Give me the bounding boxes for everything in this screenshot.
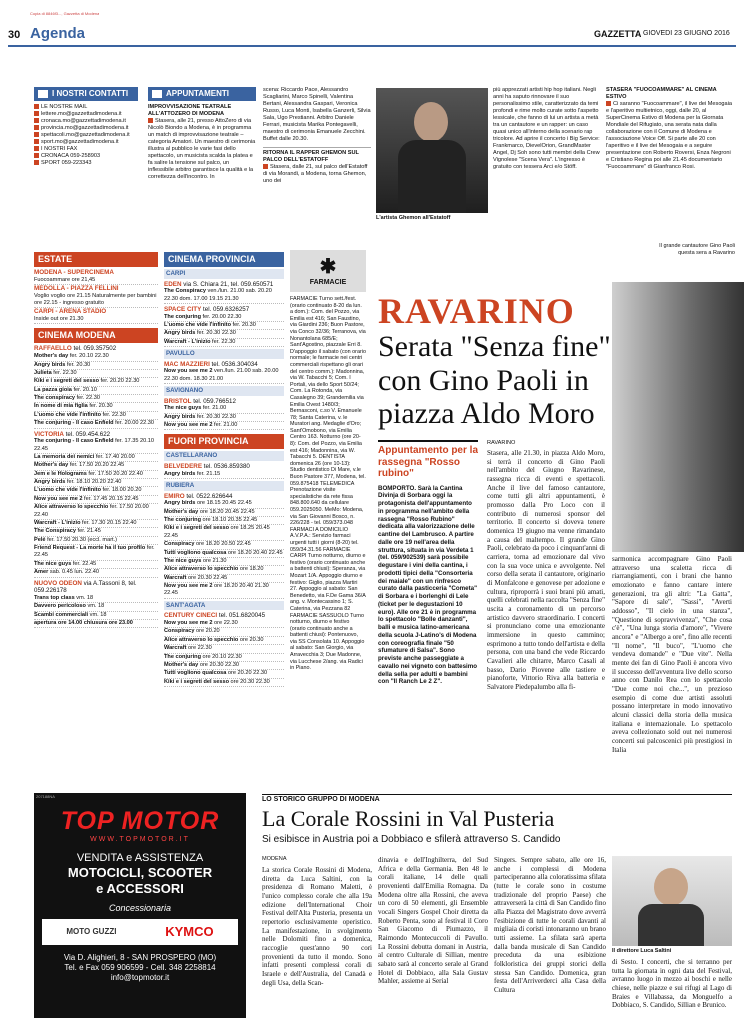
film-row [34,403,158,411]
film-title: L'uomo che vide l'infinito [34,411,101,418]
film-times: fer. 20.20 22.30 [98,378,140,385]
estate-film: Fuocoammare ore 21,45 [34,277,158,285]
film-times: ven./lun. 21.00 sab. 20.00 22.30 dom. 18.30 21.00 [164,368,279,382]
cinema-modena-list [34,345,158,628]
film-row [164,322,284,330]
film-row [34,471,158,479]
ravarino-big-title: RAVARINO [378,291,575,331]
contatti-list [34,104,138,167]
film-row [164,583,284,599]
bullet-icon [34,153,39,158]
film-row [164,645,284,653]
film-row [34,603,158,611]
film-row [34,362,158,370]
film-title: Mother's day [34,462,69,469]
rosso-rubino-headline: Appuntamento per la rassegna "Rosso rubino" [378,440,478,480]
mail-icon [38,90,48,98]
cinema-name: VICTORIA [34,430,64,438]
film-title: Mother's day [34,353,69,360]
film-times: fer. 17.50 20.00 22.40 [34,504,149,518]
film-row [34,569,158,577]
ghemon-photo [376,88,488,213]
film-times: ore 22.30 [212,620,238,627]
film-times: fer. 20.00 22.30 [200,313,242,320]
film-times: ore 20.30 22.45 [186,574,228,581]
film-times: fer. 22.45 [71,560,97,567]
film-times: fer. 22.30 [51,369,77,376]
bullet-icon [34,132,39,137]
rossini-headline: La Corale Rossini in Val Pusteria [262,806,555,831]
bullet-icon [34,125,39,130]
tiny-copy-line: Copia di 8846f3..., Gazzetta di Modena [30,12,100,16]
estate-venue: MODENA - SUPERCINEMA [34,268,114,276]
film-title: apertura ore 14.00 chiusura ore 23.00 [34,619,133,626]
film-title: Mother's day [164,661,199,668]
film-times: fer. 22.30 [210,338,236,345]
estate-venue: MEDOLLA - PIAZZA FELLINI [34,285,119,293]
cinema-name: RAFFAELLO [34,345,72,353]
cinema-heading: NUOVO ODEON via A.Tassoni 8, tel. 059.226178 [34,579,137,595]
film-row [164,314,284,322]
film-row [34,387,158,395]
film-title: Kiki e i segreti del sesso [164,525,229,532]
ad-address: Via D. Alighieri, 8 - SAN PROSPERO (MO) [63,953,217,962]
film-times: fer. 18.00 20.20 [101,487,142,494]
rossini-kicker: LO STORICO GRUPPO DI MODENA [262,794,732,804]
ad-line1: VENDITA e ASSISTENZA [76,851,204,864]
cinema-name: EMIRO [164,492,185,500]
a1-body-cont: scena: Riccardo Pace, Alessandro Scagliarini, Marco Spinelli, Valentina Bertani, Alessandra Gaspari, Veronica Russo, Luca Monti, Isabella Ganzerli, Silvia Sala, Ugo Prestianni. Arbitro Daniele Ferrari, musicista Marika Pontegavelli, maestro di cerimonia Emanuele Zecchini. Buffet dalle 20.30. [263,87,371,142]
film-times: sab. 0.45 lun. 22.40 [48,569,100,576]
film-title: L'uomo che vide l'infinito [164,322,231,328]
contatti-box [34,87,138,247]
film-times: ore 18.20 20.40 22.45 [226,549,283,556]
film-row [34,620,158,628]
film-row [164,288,284,304]
film-times: ore 18.15 20.45 22.45 [195,500,252,507]
cinema-name: EDEN [164,280,182,288]
bullet-icon [34,111,39,116]
rossini-col4: di Sesto. I concerti, che si terranno per tutta la giornata in ogni data del Festival, avranno luogo in mezzo ai boschi e nelle chiese, nelle piazze e sui rifugi al Lago di Braies e Villabassa, da Monguelfo a Dobbiaco, S. Candido, Sillian e Brunico. [612,958,732,1010]
film-row [34,479,158,487]
contatti-line: cronaca.mo@gazzettadimodena.it [34,118,138,125]
luca-saltini-photo [612,856,732,946]
saltini-caption: Il direttore Luca Saltini [612,948,672,954]
film-row [34,561,158,569]
film-row [34,612,158,620]
film-row [34,595,158,603]
film-title: Now you see me 2 [164,422,213,429]
cinema-name: CENTURY CINECI [164,612,218,620]
film-title: Mother's day [164,508,199,515]
film-times: fer. 20.30 [231,322,256,328]
film-times: vm. 18 [74,594,94,601]
film-times: ore 18.25 20.45 22.45 [164,525,270,539]
bullet-icon [34,146,39,151]
newspaper-name: GAZZETTA [594,29,642,39]
ad-conc: Concessionaria [108,903,172,914]
film-times: fer. 20.00 22.30 [113,420,155,427]
contatti-header: I NOSTRI CONTATTI [34,87,138,101]
film-title: The conjuring [164,313,201,320]
film-title: The Conspiracy [34,528,76,535]
town-name: SANT'AGATA [164,601,284,611]
film-times: ore 18.20 20.40 21.30 22.45 [164,583,269,597]
fuori-provincia-header: FUORI PROVINCIA [164,434,284,449]
a3-article [606,87,732,252]
film-times: ore 18.20 20.50 22.45 [194,541,251,548]
film-title: Davvero pericoloso [34,603,86,610]
issue-date: GIOVEDÌ 23 GIUGNO 2016 [643,30,730,37]
film-row [34,520,158,528]
film-row [164,637,284,645]
film-title: Scambi commerciali [34,611,89,618]
film-times: fer. 22.30 [101,411,126,418]
farmacie-col [290,250,366,790]
film-row [164,330,284,338]
film-row [164,575,284,583]
film-times: fer. 20.10 [71,386,97,393]
bullet-icon [34,118,39,123]
film-title: Jem e le Holograms [34,470,87,477]
film-title: Alice attraverso lo specchio [34,504,109,511]
film-row [164,509,284,517]
film-times: ore 20.20 [194,628,220,635]
page-number: 30 [8,29,21,41]
film-times: fer. 21.15 [195,470,221,477]
film-title: Kiki e i segreti del sesso [164,678,229,685]
film-row [164,550,284,558]
film-title: Now you see me 2 [34,495,83,502]
film-title: Julieta [34,369,52,376]
rossini-col1: La storica Corale Rossini di Modena, diretta da Luca Saltini, con la presidenza di Romano Maletti, è l'unico complesso corale che alla 19a edizione dell'International Choir Festival dell'Alta Pusteria, presenta un repertorio esclusivamente operistico. La manifestazione, in svolgimento nelle Dolomiti fino a domenica, raccoglie quest'anno 90 cori provenienti da tutto il mondo. Sono infatti presenti complessi corali di Israele e dell'Australia, del Canadà e degli Usa, della Scan- [262,866,372,987]
film-title: Now you see me 2 [164,368,213,375]
section-title: Agenda [30,25,86,42]
contatti-line: sport.mo@gazzettadimodena.it [34,139,138,146]
film-row [34,487,158,495]
estate-header: ESTATE [34,252,158,267]
cinema-modena-header: CINEMA MODENA [34,328,158,343]
film-row [34,537,158,545]
film-title: The conjuring - Il caso Enfield [34,420,114,427]
appuntamenti-col1 [148,87,256,252]
cinema-heading: CENTURY CINECI tel. 051.6820045 [164,612,266,620]
film-row [34,528,158,536]
film-row [34,438,158,454]
film-row [164,471,284,479]
ghemon-caption: L'artista Ghemon all'Estatoff [376,215,451,221]
a3-headline: STASERA "FUOCOAMMARE" AL CINEMA ESTIVO [606,87,717,100]
film-row [34,412,158,420]
cinema-provincia-list [164,269,284,431]
film-times: fer. 21.00 [212,422,238,429]
ad-mail: info@topmotor.it [110,972,170,982]
film-times: ore 22.30 [186,645,212,652]
film-row [34,545,158,561]
film-title: Angry birds [164,330,196,337]
film-row [164,405,284,413]
a2-headline: RITORNA IL RAPPER GHEMON SUL PALCO DELL'ESTATOFF [263,147,371,164]
cinema-name: SPACE CITY [164,305,202,313]
rosso-rubino-lead: BOMPORTO. Sarà la Cantina Divinja di Sorbara oggi la protagonista dell'appuntamento in programma nell'ambito della rassegna "Rosso Rubino" dedicata alla valorizzazione delle cantine del Lambrusco. A partire dalle ore 19 nell'area della struttura, situata in via Verdeta 1 (tel. 059/902539) sarà possibile degustare i vini della cantina, i prodotti tipici della "Consorteria dei maiale" con un rinfresco curato dalla pasticceria "Cometa" di Sorbara e i borlenghi di Lele (ticket per le degustazioni 10 euro). Alle ore 21 è in programma lo spettacolo "Bolle danzanti", balli e musica latino-americana della scuola J-Latino's di Modena con coreografia finale "50 sfumature di Salsa". Sono previste anche passeggiate a cavallo nei vigneto con battesimo della sella per adulti e bambini con "Il Ranch Le 2 Z". [378,484,478,686]
film-times: fer. 17.30 20.15 22.40 [80,519,137,526]
appuntamenti-header: APPUNTAMENTI [148,87,256,101]
film-times: fer. 17.40 20.00 [94,453,135,460]
film-title: La memoria dei nemici [34,453,95,460]
film-row [164,339,284,347]
film-row [164,662,284,670]
ad-line3: e ACCESSORI [96,881,184,897]
film-times: vm. 18 [85,603,105,610]
film-title: Angry birds [164,413,196,420]
film-title: Warcraft - L'inizio [34,519,81,526]
film-times: fer. 22.30 [75,395,100,401]
film-row [164,414,284,422]
town-name: SAVIGNANO [164,386,284,396]
cinema-name: BRISTOL [164,397,192,405]
contatti-line: spettacoli.mo@gazzettadimodena.it [34,132,138,139]
cinema-name: NUOVO ODEON [34,579,82,587]
rossini-tag: MODENA [262,856,287,862]
a2-body: Stasera, dalle 21, sul palco dell'Estatoff di via Morandi, a Modena, torna Ghemon, uno dei [263,163,368,184]
col-estate-modena [34,250,158,790]
farmacie-badge: ✱ FARMACIE [290,250,366,292]
estate-film: Voglio voglio ore 21.15 Naturalmente per bambini ore 22.15 - ingresso gratuito [34,293,158,309]
film-row [164,628,284,636]
film-times: ore 20.30 22.30 [198,661,240,668]
film-row [164,620,284,628]
ravarino-tag: RAVARINO [487,440,516,446]
film-times: ven./lun. 21.00 sab. 20.20 22.30 dom. 17.00 19.15 21.30 [164,288,272,302]
film-row [34,420,158,428]
film-row [34,378,158,386]
cinema-provincia-header: CINEMA PROVINCIA [164,252,284,267]
film-title: The Conspiracy [164,288,206,295]
film-title: The conjuring [164,653,201,660]
cinema-heading: SPACE CITY tel. 059.6326257 [164,305,250,313]
a1-body: Stasera, alle 21, presso AttoZero di via Nicolò Biondo a Modena, è in programma un match di improvvisazione teatrale – categoria Amatori. Un maestro di cerimonia illustra al pubblico le varie fasi dello spettacolo, un musicista scalda la platea e fa salire la tensione sul palco, un inflessibile arbitro garantisce la qualità e la correttezza dell'incontro. In [148,117,256,180]
film-times: fer. 17.50 20.20 22.40 [86,470,143,477]
film-title: Warcraft [164,574,187,581]
film-row [34,462,158,470]
film-row [164,525,284,541]
film-title: Warcraft - L'inizio [164,338,211,345]
film-times: fer. 22.45 [34,545,155,559]
film-title: Now you see me 2 [164,620,213,627]
farmacie-text: FARMACIE Turno sett./fest. (orario continuato 8-20 da lun. a dom.): Com. del Pozzo, via Emilia est 416; San Faustino, via Giardini 236; Buon Pastore, via Conco 32/36; Terranova, via Nonantolana 685/E; Sant'Agostino, piazzale Erri 8. D'appoggio il sabato (con orario normale; le farmacie nei centri commerciali rispettano gli orari del centro comm.): Madonnina, via W. Tabacchi 5; Com. I Portali, via dello Sport 50/24; Com. La Rotonda, via Casalegno 39; Grandemilia via Emilia Ovest 1480/3; Bernasconi, c.so V. Emanuele 78; Santa Caterina, v. le Muratori ang. Medaglie d'Oro; Sant'Omobono, via Emilia Centro 163. Notturno (ore 20-8): Com. del Pozzo, via Emilia est 416; Madonnina, via W. Tabacchi 5. DENTISTA domenica 26 (ore 10-13): Studio dentistico Di Mare, v.le Buon Pastore 377, Modena, tel. 059.875418 TELEMEDICA Prenotazione visite specialistiche da rete fissa 848.800.640 da cellulare 059.2025050. MeMo: Modena, via San Giovanni Bosco, n. 226/228 - tel. 059/373.048 FARMACI A DOMICILIO A.V.P.A.: Servizio farmaci urgenti tutti i giorni (8-20) tel. 059/34.31.56 FARMACIE CARPI Turno notturno, diurno e festivo (orario continuato anche a battenti chiusi): Speranza, via Mozart 1/A. Appoggio diurno e festivo: Giglio, piazza Martiri 27. Appoggio al sabato: San Benedetto, via F.De Gama 36/A ang. v. Montecassino 1; S. Caterina, via Pezzana 82 FARMACIE SASSUOLO Turno notturno, diurno e festivo (orario continuato anche a battenti chiusi): Pontenuovo, via SS Consolata 10. Appoggio al sabato: San Giorgio, via Arravecchia 3; Due Madonne, via Lucchese 2/ang. via Radici in Piano. [290,296,366,672]
film-times: ore 18.20 [238,566,264,573]
film-title: In nome di mia figlia [34,403,88,410]
film-times: fer. 21.45 [75,528,101,535]
film-title: Alice attraverso lo specchio [164,636,239,643]
film-title: Now you see me 2 [164,583,213,590]
film-times: fer. 20.30 22.30 [195,330,236,337]
contatti-line: SPORT 059-223343 [34,160,138,167]
bullet-icon [34,139,39,144]
contatti-line: lettere.mo@gazzettadimodena.it [34,111,138,118]
header-rule [8,45,736,47]
film-title: The nice guys [164,405,202,412]
cinema-name: MAC MAZZIERI [164,360,210,368]
topmotor-url: WWW.TOPMOTOR.IT [90,836,190,844]
film-title: Pelé [34,536,46,543]
cinema-heading: EMIRO tel. 0522.626644 [164,492,233,500]
film-title: Alice attraverso lo specchio [164,566,239,573]
rossini-col3: Singers. Sempre sabato, alle ore 16, anche i complessi di Modena parteciperanno alla coloratissima sfilata (tutte le corale sono in costume tradizionale del proprio Paese) che attraverserà la città di San Candido fino alla Piazza del Magistrato dove avverrà l'esibizione di tutte le corali davanti al migliaia di coristi intonaranno un brano tutti assieme. La sfilata sarà aperta dalla banda musicale di San Candido preceduta da una esibizione folkloristica dei gruppi storici della stessa San Candido. Domenica, gran festa dell'Arriverderci alla Casa della Cultura [494,856,606,995]
cinema-heading: BELVEDERE tel. 0536.859380 [164,463,250,470]
film-title: Conspiracy [164,541,195,548]
film-times: ore 20.30 22.30 [228,678,270,685]
film-title: L'uomo che vide l'infinito [34,487,101,494]
film-times: ore 18.20 20.45 22.45 [198,508,255,515]
film-row [34,370,158,378]
pharmacy-cross-icon: ✱ [319,255,337,278]
film-row [34,395,158,403]
film-row [164,541,284,549]
film-times: fer. 18.10 20.20 22.40 [65,479,122,486]
film-times: ore 21.30 [201,557,227,564]
cinema-heading: VICTORIA tel. 059.454.622 [34,430,111,438]
town-name: CARPI [164,269,284,279]
film-row [34,504,158,520]
film-row [164,566,284,574]
film-title: Angry birds [34,479,66,486]
ravarino-col2: sarmonica accompagnare Gino Paoli attraverso una scaletta ricca di riarrangiamenti, con i brani che hanno emozionato e fanno cantare intere generazioni, tra gli altri: "La Gatta", "Sapore di sale", "Sassi", "Averti addosso", "Il cielo in una stanza", "Questione di sopravvivenza", "Che cosa c'è", "Una lunga storia d'amore", "Vivere ancora" e "Albergo a ore", fino alle recenti "Il nome", "Il buco", "L'uomo che vendeva domande" e "Due vite". Nella mente dei fan di Gino Paoli è ancora vivo il successo dell'avventura live dello scorso anno con Danilo Rea con lo spettacolo "Due come noi che...", un prezioso esempio di come due artisti assoluti possano interpretare in modo innovativo alcuni classici della storia della musica italiana e internazionale. Lo spettacolo aveva collezionato sold out nei numerosi concerti sui palcoscenici più prestigiosi in Italia [612,555,732,754]
film-row [164,500,284,508]
film-title: Friend Request - La morte ha il tuo profilo [34,545,146,552]
film-title: Angry birds [164,500,196,507]
col-provincia [164,250,284,790]
film-times: vm. 18 [88,611,107,618]
film-title: Conspiracy [164,628,195,635]
moto-guzzi-logo: MOTO GUZZI [66,927,117,937]
topmotor-ad: 207188NA TOP MOTOR WWW.TOPMOTOR.IT VENDITA e ASSISTENZA MOTOCICLI, SCOOTER e ACCESSORI Concessionaria MOTO GUZZI KYMCO Via D. Alighieri, 8 - SAN PROSPERO (MO) Tel. e Fax 059 906599 - Cell. 348 2258814 info@topmotor.it [34,793,246,1018]
film-row [164,558,284,566]
film-row [34,454,158,462]
rossini-col2: dinavia e dell'Inghilterra, del Sud Africa e della Germania. Ben 48 le corali italiane, 14 delle quali provenienti dall'Emilia Romagna. Da Modena oltre alla Rossini, che aveva un coro di 50 elementi, gli Ensemble vocali Singers Gospel Choir diretta da Roberto Penta, sono al festival il Coro San Giacomo di Piumazzo, il Raimondo Montecuccoli di Pavullo. La Rossini debutta domani in Austria, al centro Culturale di Sillian, mentre sabato sarà al concerto serale al Grand Hotel di Dobbiaco, alla Sala Gustav Mahler, assieme ai Serial [378,856,488,986]
film-times: ore 20.30 [238,636,264,643]
film-title: Tutti vogliono qualcosa [164,670,227,677]
film-title: The nice guys [34,560,72,567]
a1-headline: IMPROVVISAZIONE TEATRALE ALL'ATTOZERO DI MODENA [148,103,232,117]
film-times: fer. 17.50 20.30 (eccl. mart.) [45,536,118,543]
film-title: The conjuring [164,517,201,524]
appuntamenti-col2 [263,87,371,252]
film-row [164,679,284,687]
film-times: fer. 17.45 20.15 22.45 [82,495,139,502]
a2-body-cont: più apprezzati artisti hip hop italiani. Negli anni ha saputo rinnovare il suo personalissimo stile, caratterizzato da temi profondi e rime molto curate sotto l'aspetto lessicale, che fanno di lui un artista a metà tra un cantautore e un rapper: un caso quasi unico all'interno della scenario rap tricolore. Ad aprire il concerto i Big Service: Frankmarco, DievelOrion, GrandMaster Angel, Dj Soh sono tutti membri della Crew Vignolese "Scena Vera". L'ingresso è gratuito con tessera Arci e/o Stöff. [493,87,600,170]
film-times: fer. 20.10 22.30 [68,353,109,360]
town-name: RUBIERA [164,481,284,491]
ad-tel: Tel. e Fax 059 906599 - Cell. 348 2258814 [64,962,216,972]
film-row [164,654,284,662]
cinema-name: BELVEDERE [164,463,203,470]
film-row [34,353,158,361]
film-title: The nice guys [164,557,202,564]
contatti-line: provincia.mo@gazzettadimodena.it [34,125,138,132]
contatti-line: LE NOSTRE MAIL [34,104,138,111]
paoli-caption: Il grande cantautore Gino Paoli questa sera a Ravarino [659,243,735,256]
ad-line2: MOTOCICLI, SCOOTER [67,865,213,881]
film-title: La pazza gioia [34,386,72,393]
estate-venue: CARPI - ARENA STADIO [34,308,107,316]
kymco-logo: KYMCO [165,924,214,940]
cinema-heading: BRISTOL tel. 059.766512 [164,397,236,405]
ravarino-headline: Serata "Senza fine" con Gino Paoli in piazza Aldo Moro [378,330,611,431]
rossini-subhead: Si esibisce in Austria poi a Dobbiaco e sfilerà attraverso S. Candido [262,834,561,845]
film-times: fer. 17.35 20.10 22.45 [34,438,155,452]
film-title: Trans top class [34,594,75,601]
gino-paoli-photo [612,282,744,552]
contatti-line: CRONACA 059-258903 [34,153,138,160]
topmotor-logo: TOP MOTOR [60,806,220,835]
film-title: Angry birds [164,470,196,477]
film-times: fer. 20.30 [65,361,91,368]
film-title: The conspiracy [34,395,76,401]
film-times: fer. 21.00 [201,405,227,412]
ravarino-kicker-title [378,290,638,334]
film-title: The conjuring - Il caso Enfield [34,438,114,445]
film-times: fer. 20.30 22.30 [195,413,236,420]
film-row [164,368,284,384]
fuori-provincia-list [164,451,284,687]
film-times: ore 18.10 20.35 22.45 [200,517,258,524]
film-row [164,422,284,430]
bullet-icon [34,104,39,109]
film-title: Kiki e i segreti del sesso [34,378,99,385]
film-row [34,496,158,504]
film-title: Tutti vogliono qualcosa [164,549,227,556]
film-times: ore 20.20 22.30 [226,670,268,677]
a3-body: Ci saranno "Fuocoammare", il live dei Mesogaia e l'aperitivo multietnico, oggi, dalle 20, al SuperCinema Estivo di Modena per la Giornata Mondiale del Rifugiato, una serata nata dalla collaborazione con il Comune di Modena e l'associazione Voice Off. Si parte alle 20 con l'aperitivo e il live dei Mesogaia e a seguire presentazione con Roberto Roversi, Enza Negroni e Cristiano Regina poi alle 21.45 documentario "Fuocoammare" di Gianfranco Rosi. [606,100,732,170]
film-row [164,670,284,678]
film-times: fer. 20.30 [87,403,113,410]
contatti-line: I NOSTRI FAX [34,146,138,153]
calendar-icon [152,90,162,98]
film-times: fer. 17.50 20.20 22.45 [68,462,125,469]
estate-film: Inside out ore 21.30 [34,316,158,324]
cinema-heading: EDEN via S. Chiara 21, tel. 059.650571 [164,280,274,288]
bullet-icon [34,160,39,165]
town-name: CASTELLARANO [164,451,284,461]
film-times: ore 20.10 22.30 [200,653,242,660]
film-title: Warcraft [164,645,187,652]
town-name: PAVULLO [164,349,284,359]
rosso-rubino-box [378,440,478,780]
film-title: Amer [34,569,49,576]
film-title: Angry birds [34,361,66,368]
cinema-heading: RAFFAELLO tel. 059.357502 [34,345,117,353]
film-row [164,517,284,525]
cinema-heading: MAC MAZZIERI tel. 0536.304034 [164,360,258,368]
ravarino-col1: Stasera, alle 21.30, in piazza Aldo Moro, si terrà il concerto di Gino Paoli nell'ambito del Giugno Ravarinese, rassegna ricca di eventi e spettacoli. Anche il live del famoso cantautore, come tutti gli altri appuntamenti, è promosso dalla Pro Loco con il contributo di numerosi sponsor del territorio. Il concerto si doveva tenere domenica 19 giugno ma venne rimandato a causa del maltempo. Il grande Gino Paoli, celebrato da poco i cinquant'anni di carriera, torna ad emozionare dal vivo con la sua voce unica e avvolgente. Nel corso della serata il cantautore, originario di Monfalcone e genovese per adozione e cultura, riproporrà i suoi brani più amati, quelli celebrati nella raccolta "Senza fine" uscita a coronamento di un percorso artistico davvero straordinario. I concerti si pronunciano come una emozionante immersione in questo cammino; esprimono a tutto tondo dell'artista e della persona, con una band che vede Riccardo Cavalieri alle chitarre, Marco Casali al basso, Dario Piovene alle tastiere e pianoforte, Vittorio Riva alla batteria e Salvatore Piedepalumbo alla fi- [487,449,605,692]
estate-list [34,269,158,325]
